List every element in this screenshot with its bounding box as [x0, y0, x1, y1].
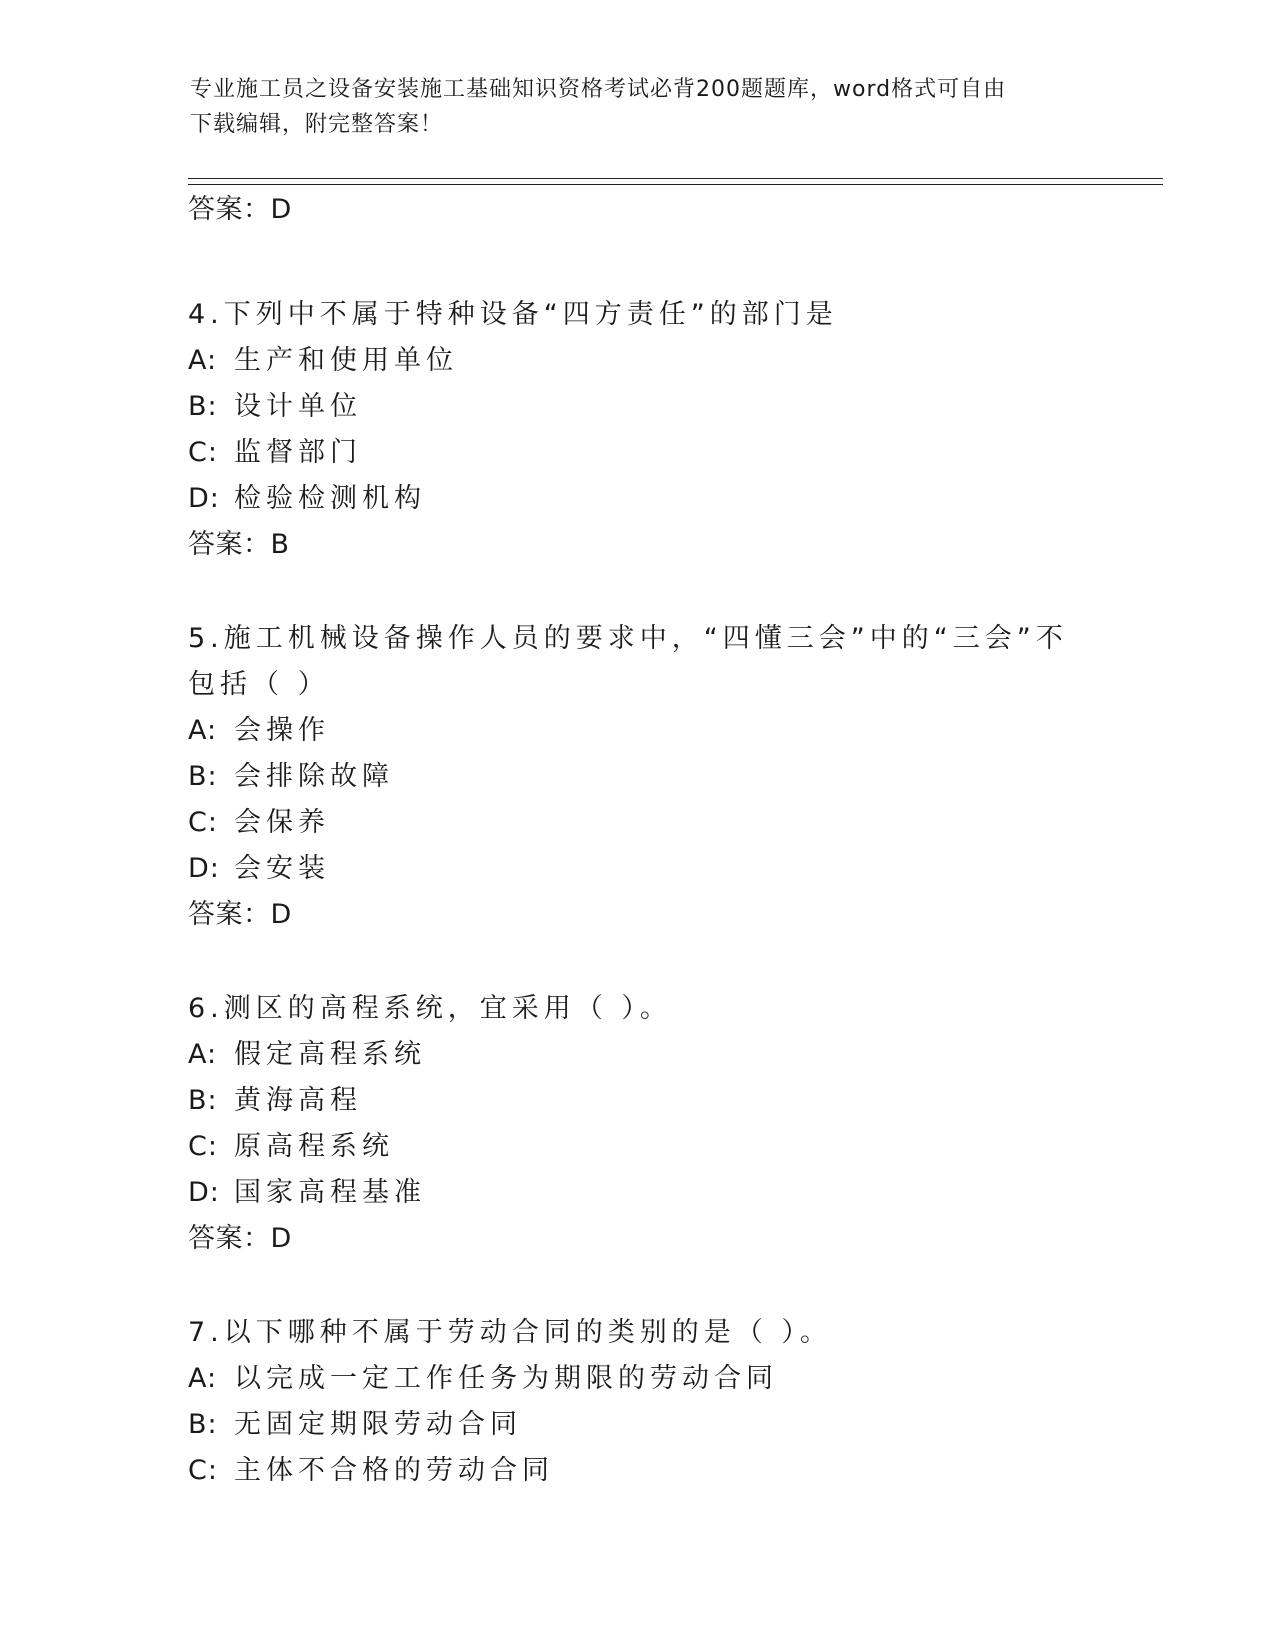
option-a — [188, 1356, 1088, 1402]
option-text: 主体不合格的劳动合同 — [234, 1455, 554, 1486]
option-d — [188, 476, 1088, 522]
option-text: 黄海高程 — [234, 1085, 362, 1116]
option-a — [188, 338, 1088, 384]
header-line-1: 专业施工员之设备安装施工基础知识资格考试必背200题题库，word格式可自由 — [190, 77, 1007, 102]
option-text: 设计单位 — [234, 391, 362, 422]
option-b — [188, 1078, 1088, 1124]
option-text: 无固定期限劳动合同 — [234, 1409, 522, 1440]
option-letter: B: — [188, 761, 218, 792]
option-text: 国家高程基准 — [234, 1177, 426, 1208]
question-text: 6.测区的高程系统，宜采用（ ）。 — [188, 993, 672, 1024]
header-divider-bottom — [188, 184, 1163, 185]
option-c — [188, 1448, 1088, 1494]
question-6 — [188, 986, 1088, 1262]
option-d — [188, 1170, 1088, 1216]
option-letter: A: — [188, 345, 218, 376]
header-line-2: 下载编辑，附完整答案！ — [190, 112, 444, 137]
option-text: 会操作 — [234, 715, 330, 746]
question-4 — [188, 292, 1088, 568]
option-c — [188, 1124, 1088, 1170]
question-5 — [188, 616, 1088, 938]
option-text: 以完成一定工作任务为期限的劳动合同 — [234, 1363, 778, 1394]
option-a — [188, 1032, 1088, 1078]
option-text: 假定高程系统 — [234, 1039, 426, 1070]
document-header — [190, 72, 1070, 142]
option-c — [188, 800, 1088, 846]
option-text: 检验检测机构 — [234, 483, 426, 514]
option-letter: C: — [188, 807, 218, 838]
option-d — [188, 846, 1088, 892]
question-7 — [188, 1310, 1088, 1494]
option-b — [188, 1402, 1088, 1448]
option-text: 生产和使用单位 — [234, 345, 458, 376]
answer-label: 答案：D — [188, 899, 292, 930]
option-letter: D: — [188, 483, 220, 514]
option-letter: C: — [188, 1131, 218, 1162]
answer-label: 答案：D — [188, 1223, 292, 1254]
option-letter: D: — [188, 1177, 220, 1208]
option-letter: B: — [188, 391, 218, 422]
answer-label: 答案：B — [188, 529, 290, 560]
option-letter: B: — [188, 1409, 218, 1440]
option-b — [188, 384, 1088, 430]
option-letter: C: — [188, 1455, 218, 1486]
option-text: 原高程系统 — [234, 1131, 394, 1162]
header-divider-top — [188, 178, 1163, 179]
option-letter: B: — [188, 1085, 218, 1116]
option-letter: A: — [188, 715, 218, 746]
option-letter: C: — [188, 437, 218, 468]
question-text: 7.以下哪种不属于劳动合同的类别的是（ ）。 — [188, 1317, 832, 1348]
option-text: 监督部门 — [234, 437, 362, 468]
option-text: 会保养 — [234, 807, 330, 838]
option-letter: A: — [188, 1039, 218, 1070]
option-b — [188, 754, 1088, 800]
option-c — [188, 430, 1088, 476]
option-a — [188, 708, 1088, 754]
question-text: 5.施工机械设备操作人员的要求中，“四懂三会”中的“三会”不包括（ ） — [188, 623, 1068, 700]
option-letter: D: — [188, 853, 220, 884]
option-text: 会安装 — [234, 853, 330, 884]
option-letter: A: — [188, 1363, 218, 1394]
question-text: 4.下列中不属于特种设备“四方责任”的部门是 — [188, 299, 838, 330]
document-content — [188, 192, 1088, 1494]
option-text: 会排除故障 — [234, 761, 394, 792]
answer-label: 答案：D — [188, 194, 292, 225]
